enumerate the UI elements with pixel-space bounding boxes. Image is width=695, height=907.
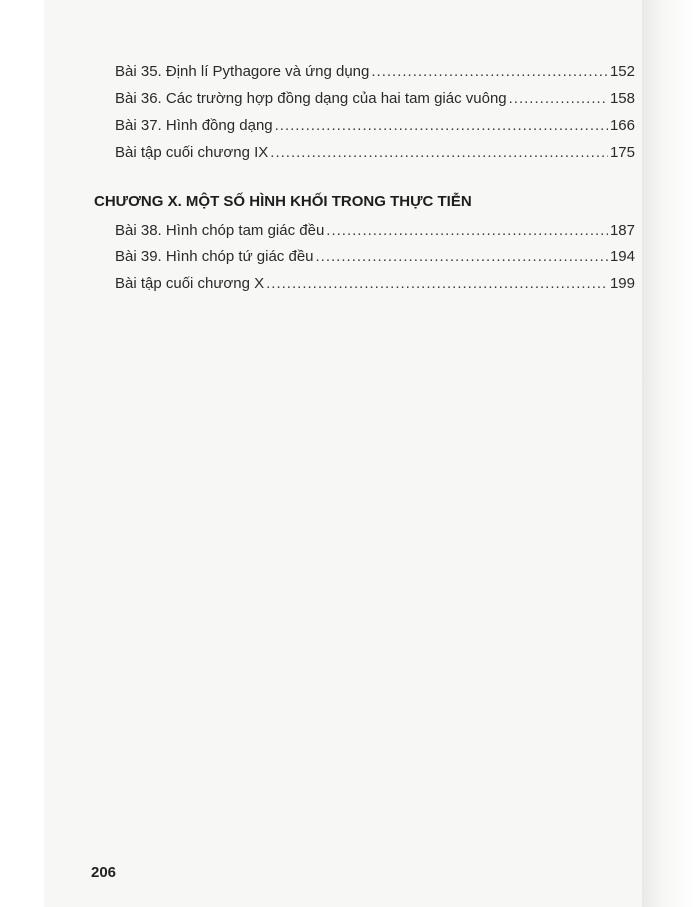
toc-entry-lesson-38 bbox=[115, 219, 635, 243]
page-edge-shadow bbox=[642, 0, 695, 907]
toc-entry-lesson-36 bbox=[115, 87, 635, 111]
dot-leader bbox=[371, 60, 608, 84]
toc-entry-title: Bài 36. Các trường hợp đồng dạng của hai tam giác vuông bbox=[115, 90, 507, 107]
toc-entry-title: Bài 38. Hình chóp tam giác đều bbox=[115, 222, 325, 239]
toc-entry-lesson-35 bbox=[115, 60, 635, 84]
toc-entry-lesson-39 bbox=[115, 245, 635, 269]
toc-entry-title: Bài tập cuối chương X bbox=[115, 275, 265, 292]
toc-entry-review-ch9 bbox=[115, 141, 635, 165]
toc-entry-page: 166 bbox=[609, 117, 635, 134]
toc-entry-page: 199 bbox=[609, 275, 635, 292]
dot-leader bbox=[316, 245, 608, 269]
chapter-heading: CHƯƠNG X. MỘT SỐ HÌNH KHỐI TRONG THỰC TIỄN bbox=[94, 193, 472, 210]
page-number: 206 bbox=[91, 864, 117, 881]
dot-leader bbox=[275, 114, 608, 138]
dot-leader bbox=[509, 87, 608, 111]
toc-entry-review-ch10 bbox=[115, 272, 635, 296]
toc-entry-title: Bài tập cuối chương IX bbox=[115, 144, 269, 161]
toc-entry-page: 194 bbox=[609, 248, 635, 265]
toc-entry-title: Bài 35. Định lí Pythagore và ứng dụng bbox=[115, 63, 370, 80]
dot-leader bbox=[270, 141, 608, 165]
toc-entry-page: 187 bbox=[609, 222, 635, 239]
dot-leader bbox=[326, 219, 608, 243]
toc-entry-lesson-37 bbox=[115, 114, 635, 138]
toc-entry-page: 152 bbox=[609, 63, 635, 80]
toc-entry-title: Bài 37. Hình đồng dạng bbox=[115, 117, 273, 134]
dot-leader bbox=[266, 272, 608, 296]
toc-entry-title: Bài 39. Hình chóp tứ giác đều bbox=[115, 248, 314, 265]
toc-entry-page: 175 bbox=[609, 144, 635, 161]
toc-entry-page: 158 bbox=[609, 90, 635, 107]
